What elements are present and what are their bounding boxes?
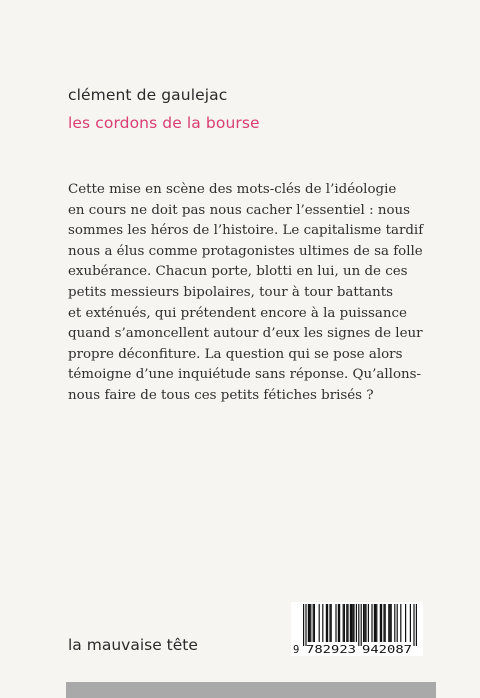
barcode-bar [381,604,382,642]
barcode-bar [389,604,390,642]
barcode-bar [380,604,381,642]
bottom-band [66,682,436,698]
barcode-bar [413,604,414,646]
blurb-line: Cette mise en scène des mots-clés de l’idéologie [68,182,397,197]
barcode-bar [352,604,353,642]
barcode-bar [327,604,328,642]
barcode-bar [410,604,411,642]
barcode-bar [376,604,377,642]
barcode-bar [400,604,401,642]
barcode-bar [346,604,347,642]
barcode-graphic [291,602,423,656]
barcode-bar [371,604,372,642]
barcode-bar [374,604,375,642]
isbn-first-digit: 9 [293,644,300,656]
blurb-line: propre déconfiture. La question qui se pose alors [68,346,403,362]
barcode-bar [326,604,327,642]
publisher-name: la mauvaise tête [68,636,198,654]
isbn-left-digits: 782923 [306,644,356,656]
barcode-bar [310,604,311,642]
barcode-bar [358,604,359,646]
barcode-bar [365,604,366,642]
barcode-bar [388,604,389,642]
barcode-bar [305,604,306,646]
blurb-line: et exténués, qui prétendent encore à la puissance [68,305,407,321]
barcode-bar [368,604,369,642]
barcode-bar [344,604,345,642]
barcode-bar [397,604,398,642]
barcode-bar [353,604,354,642]
barcode-bar [350,604,351,642]
blurb-text [68,180,428,407]
barcode-bar [343,604,344,642]
barcode-bar [361,604,362,646]
author-name: clément de gaulejac [68,86,228,104]
barcode-bar [356,604,357,642]
barcode-bar [385,604,386,642]
barcode-bar [375,604,376,642]
barcode-bar [339,604,340,642]
barcode-bar [405,604,406,642]
blurb-line: en cours ne doit pas nous cacher l’essentiel : nous [68,202,411,218]
barcode-bar [322,604,323,642]
blurb-line: exubérance. Chacun porte, blotti en lui, un de ces [68,264,408,280]
barcode-bar [303,604,304,646]
barcode-bar [335,604,336,642]
barcode-bar [313,604,314,642]
barcode-bar [329,604,330,642]
barcode-bar [308,604,309,642]
blurb-line: sommes les héros de l’histoire. Le capitalisme tardif [68,223,424,239]
isbn-right-digits: 942087 [362,644,412,656]
barcode-bar [391,604,392,642]
barcode-bar [338,604,339,642]
barcode-bar [363,604,364,642]
blurb-line: témoigne d’une inquiétude sans réponse. Qu’allons- [68,367,422,383]
isbn-barcode [291,602,423,656]
blurb-line: nous a élus comme protagonistes ultimes de sa folle [68,243,423,259]
blurb-line: nous faire de tous ces petits fétiches brisés ? [68,387,374,403]
barcode-bar [394,604,395,642]
barcode-bar [331,604,332,642]
barcode-bar [309,604,310,642]
blurb-line: petits messieurs bipolaires, tour à tour battants [68,284,394,300]
blurb-line: quand s’amoncellent autour d’eux les signes de leur [68,326,423,342]
barcode-bar [314,604,315,642]
barcode-bar [319,604,320,642]
barcode-bar [383,604,384,642]
barcode-bar [351,604,352,642]
barcode-bar [364,604,365,642]
barcode-bar [347,604,348,642]
barcode-bar [416,604,417,646]
book-title: les cordons de la bourse [68,114,260,132]
